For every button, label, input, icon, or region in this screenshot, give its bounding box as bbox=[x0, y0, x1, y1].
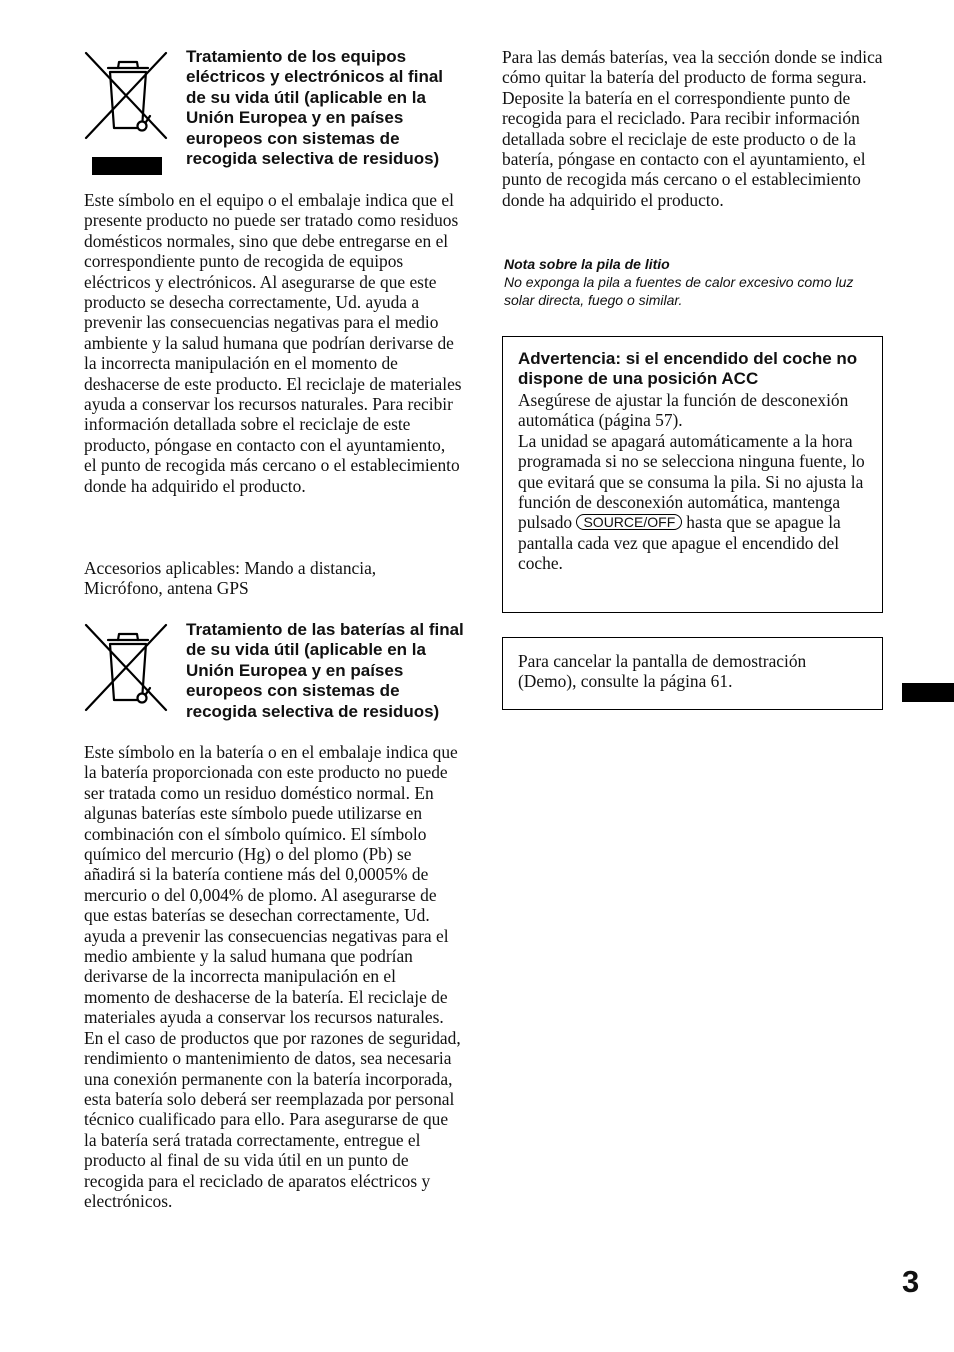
demo-text: Para cancelar la pantalla de demostración (Demo), consulte la página 61. bbox=[518, 651, 807, 692]
warning-line-3-text: hasta que se apague la pantalla cada vez que apague el encendido del coche. bbox=[518, 512, 841, 574]
battery-heading: Tratamiento de las baterías al final de su vida útil (aplicable en la Unión Europea y en países europeos con sistemas de recogida selectiva de residuos) bbox=[186, 620, 464, 721]
source-off-key: SOURCE/OFF bbox=[576, 514, 682, 530]
warning-line-1: Asegúrese de ajustar la función de desconexión automática (página 57). bbox=[518, 390, 849, 431]
demo-box bbox=[502, 637, 883, 710]
weee-heading: Tratamiento de los equipos eléctricos y electrónicos al final de su vida útil (aplicable en la Unión Europea y en países europeos con sistemas de recogida selectiva de residuos) bbox=[186, 47, 444, 169]
warning-text bbox=[518, 390, 876, 574]
lithium-note-body: No exponga la pila a fuentes de calor excesivo como luz solar directa, fuego o similar. bbox=[504, 274, 854, 308]
warning-title: Advertencia: si el encendido del coche no dispone de una posición ACC bbox=[518, 349, 858, 389]
lithium-note-title: Nota sobre la pila de litio bbox=[504, 256, 670, 272]
weee-black-bar bbox=[92, 157, 162, 175]
warning-line-2-text: La unidad se apagará automáticamente a la hora programada si no se selecciona ninguna fuente, lo que evitará que se consuma la pila. Si no ajusta la función de desconexión automática, mantenga pulsado bbox=[518, 430, 865, 533]
section-tab-marker bbox=[902, 683, 954, 702]
battery-body: Este símbolo en la batería o en el embalaje indica que la batería proporcionada con este producto no puede ser tratada como un residuo doméstico normal. En algunas baterías este símbolo puede utilizarse en combinación con el símbolo químico. El símbolo químico del mercurio (Hg) o del plomo (Pb) se añadirá si la batería contiene más del 0,0005% de mercurio o del 0,004% de plomo. Al asegurarse de que estas baterías se desechan correctamente, Ud. ayuda a prevenir las consecuencias negativas para el medio ambiente y la salud humana que podrían derivarse de la incorrecta manipulación en el momento de deshacerse de la batería. El reciclaje de materiales ayuda a conservar los recursos naturales. En el caso de productos que por razones de seguridad, rendimiento o mantenimiento de datos, sea necesaria una conexión permanente con la batería incorporada, esta batería solo deberá ser reemplazada por personal técnico cualificado para ello. Para asegurarse de que la batería será tratada correctamente, entregue el producto al final de su vida útil en un punto de recogida para el reciclado de aparatos eléctricos y electrónicos. bbox=[84, 742, 461, 1211]
accessories-text: Accesorios aplicables: Mando a distancia, Micrófono, antena GPS bbox=[84, 558, 377, 599]
page-number: 3 bbox=[902, 1264, 920, 1299]
weee-body: Este símbolo en el equipo o el embalaje indica que el presente producto no puede ser tratado como residuos domésticos normales, sino que debe entregarse en el correspondiente punto de recogida de equipos eléctricos y electrónicos. Al asegurarse de que este producto se desecha correctamente, Ud. ayuda a prevenir las consecuencias negativas para el medio ambiente y la salud humana que podrían derivarse de la incorrecta manipulación en el momento de deshacerse de este producto. El reciclaje de materiales ayuda a conservar los recursos naturales. Para recibir información detallada sobre el reciclaje de este producto, póngase en contacto con el ayuntamiento, el punto de recogida más cercano o el establecimiento donde ha adquirido el producto. bbox=[84, 190, 462, 496]
other-batteries-text: Para las demás baterías, vea la sección donde se indica cómo quitar la batería del producto de forma segura. Deposite la batería en el correspondiente punto de recogida para el reciclado. Para recibir información detallada sobre el reciclaje de este producto o de la batería, póngase en contacto con el ayuntamiento, el punto de recogida más cercano o el establecimiento donde ha adquirido el producto. bbox=[502, 47, 883, 210]
warning-box bbox=[502, 336, 883, 613]
warning-line-2 bbox=[518, 431, 876, 574]
lithium-note bbox=[504, 255, 884, 309]
crossed-bin-battery-icon bbox=[84, 622, 170, 714]
crossed-bin-icon bbox=[84, 50, 170, 150]
